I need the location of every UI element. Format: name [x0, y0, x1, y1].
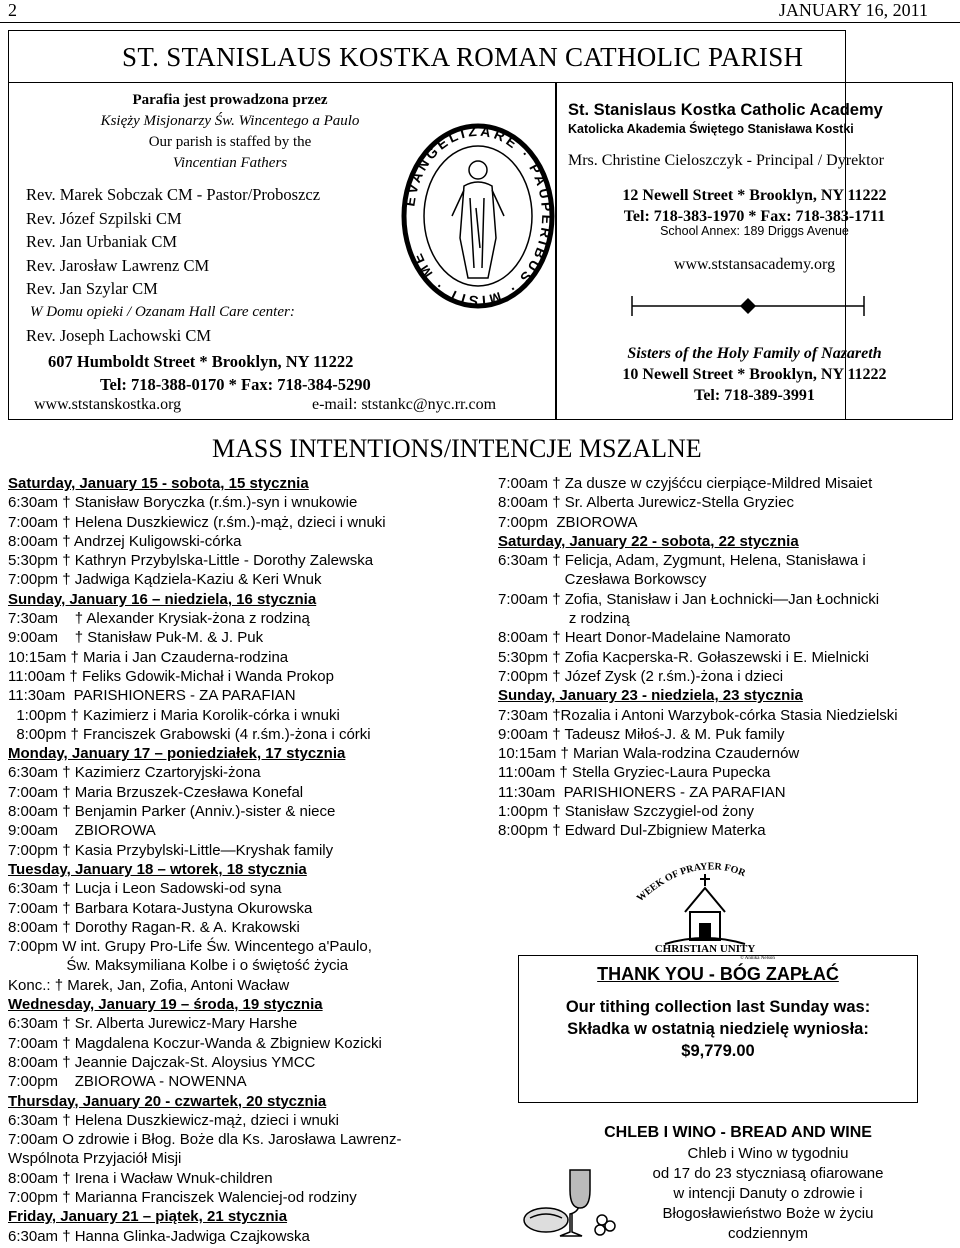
mass-intention: 5:30pm † Kathryn Przybylska-Little - Dorothy Zalewska: [8, 552, 374, 570]
bread-wine-text: [618, 1144, 918, 1244]
mass-intention: 6:30am † Lucja i Leon Sadowski-od syna: [8, 880, 282, 898]
mass-day-heading: Saturday, January 22 - sobota, 22 stycznia: [498, 532, 799, 550]
seal-text: EVANGELIZARE · PAUPERIBUS · MISIT · ME: [401, 122, 556, 310]
mass-intention: 6:30am † Sr. Alberta Jurewicz-Mary Harshe: [8, 1015, 298, 1033]
page-number: 2: [8, 0, 17, 20]
mass-day-heading: Monday, January 17 – poniedziałek, 17 stycznia: [8, 745, 346, 763]
prayer-week-top: WEEK OF PRAYER FOR: [634, 861, 747, 905]
academy-annex: School Annex: 189 Driggs Avenue: [660, 224, 849, 238]
mass-intention: 7:00am † Za dusze w czyjśćcu cierpiące-Mildred Misaiet: [498, 475, 873, 492]
header-rule: [0, 22, 960, 23]
divider-arrow: [628, 294, 868, 318]
clergy-item: Rev. Jan Szylar CM: [26, 279, 158, 298]
academy-phones: Tel: 718-383-1970 * Fax: 718-383-1711: [623, 208, 886, 225]
mass-day-heading: Friday, January 21 – piątek, 21 stycznia: [8, 1208, 288, 1226]
mass-intention: 1:00pm † Stanisław Szczygiel-od żony: [498, 803, 754, 821]
mass-intention: 10:15am † Marian Wala-rodzina Czaudernów: [498, 745, 800, 763]
mass-intention: 7:00am † Magdalena Koczur-Wanda & Zbigniew Kozicki: [8, 1034, 382, 1052]
church-icon: [665, 874, 745, 944]
mass-intention: 8:00am † Jeannie Dajczak-St. Aloysius YMCC: [8, 1053, 316, 1071]
mass-intention: 9:00am ZBIOROWA: [8, 822, 156, 840]
mass-intention: 6:30am † Kazimierz Czartoryjski-żona: [8, 764, 261, 782]
mass-intention: Św. Maksymiliana Kolbe i o świętość życia: [8, 957, 349, 975]
prayer-week-bottom: CHRISTIAN UNITY: [654, 943, 756, 955]
mass-intention: 7:00pm † Jadwiga Kądziela-Kaziu & Keri Wnuk: [8, 571, 322, 589]
bread-line: Błogosławieństwo Boże w życiu: [662, 1205, 874, 1222]
mass-intention: 8:00am † Andrzej Kuligowski-córka: [8, 532, 242, 550]
mass-list-right: [498, 474, 953, 841]
mass-intention: 8:00am † Irena i Wacław Wnuk-children: [8, 1169, 273, 1187]
parish-address: 607 Humboldt Street * Brooklyn, NY 11222: [48, 352, 354, 371]
mass-intention: 1:00pm † Kazimierz i Maria Korolik-córka i wnuki: [8, 706, 340, 724]
mass-intention: 7:00am † Barbara Kotara-Justyna Okurowska: [8, 899, 313, 917]
parish-intro: [60, 90, 400, 174]
mass-intention: 6:30am † Hanna Glinka-Jadwiga Czajkowska: [8, 1227, 310, 1245]
parish-title: ST. STANISLAUS KOSTKA ROMAN CATHOLIC PARISH: [122, 42, 804, 72]
academy-website: www.ststansacademy.org: [673, 256, 836, 273]
mass-day-heading: Sunday, January 23 - niedziela, 23 stycznia: [498, 687, 803, 705]
academy-principal: Mrs. Christine Cieloszczyk - Principal / Dyrektor: [568, 152, 884, 169]
intro-line: Księży Misjonarzy Św. Wincentego a Paulo: [100, 113, 360, 129]
mass-intention: 6:30am † Felicja, Adam, Zygmunt, Helena, Stanisława i: [498, 552, 866, 570]
parish-website: www.ststanskostka.org: [34, 396, 182, 413]
bread-line: Chleb i Wino w tygodniu: [687, 1145, 849, 1162]
mass-intention: 7:00am † Helena Duszkiewicz (r.śm.)-mąż, dzieci i wnuki: [8, 513, 386, 531]
mass-day-heading: Sunday, January 16 – niedziela, 16 stycznia: [8, 590, 317, 608]
mass-list-left: [8, 474, 488, 1246]
parish-email: e-mail: ststankc@nyc.rr.com: [312, 396, 497, 413]
mass-intention: 11:30am PARISHIONERS - ZA PARAFIAN: [8, 687, 296, 705]
bread-line: codziennym: [727, 1225, 809, 1242]
mass-intention: 7:00am † Maria Brzuszek-Czesława Konefal: [8, 783, 304, 801]
mass-intention: 7:00pm † Marianna Franciszek Walenciej-od rodziny: [8, 1188, 357, 1206]
bread-line: w intencji Danuty o zdrowie i: [673, 1185, 863, 1202]
intro-line: Vincentian Fathers: [172, 155, 288, 171]
mass-intention: 10:15am † Maria i Jan Czauderna-rodzina: [8, 648, 289, 666]
mass-intention: Czesława Borkowscy: [498, 571, 707, 589]
mass-intention: 8:00pm † Franciszek Grabowski (4 r.śm.)-żona i córki: [8, 725, 371, 743]
mass-intention: 7:00pm † Kasia Przybylski-Little—Kryshak family: [8, 841, 334, 859]
academy-subtitle: Katolicka Akademia Świętego Stanisława Kostki: [568, 122, 854, 136]
christ-figure: [452, 161, 504, 278]
mass-intention: 7:00pm ZBIOROWA: [498, 513, 638, 531]
academy-title: St. Stanislaus Kostka Catholic Academy: [568, 101, 883, 119]
intro-line: Our parish is staffed by the: [148, 134, 312, 150]
sisters-info: [556, 343, 953, 406]
sisters-phone: Tel: 718-389-3991: [694, 387, 815, 404]
mass-intention: 7:00pm W int. Grupy Pro-Life Św. Wincentego a'Paulo,: [8, 938, 372, 956]
mass-intention: 7:30am † Alexander Krysiak-żona z rodziną: [8, 610, 310, 628]
mass-day-heading: Tuesday, January 18 – wtorek, 18 stycznia: [8, 860, 307, 878]
academy-address: 12 Newell Street * Brooklyn, NY 11222: [622, 187, 887, 204]
mass-heading: MASS INTENTIONS/INTENCJE MSZALNE: [212, 434, 702, 463]
intro-line: Parafia jest prowadzona przez: [132, 92, 328, 108]
parish-phones: Tel: 718-388-0170 * Fax: 718-384-5290: [100, 375, 371, 394]
care-priest: Rev. Joseph Lachowski CM: [26, 326, 211, 345]
mass-intention: z rodziną: [498, 610, 630, 628]
mass-intention: 7:30am †Rozalia i Antoni Warzybok-córka Stasia Niedzielski: [498, 706, 898, 724]
svg-text:WEEK OF PRAYER FOR: [635, 861, 748, 904]
academy-contact: [556, 185, 953, 227]
mass-intention: 8:00am † Benjamin Parker (Anniv.)-sister & niece: [8, 803, 336, 821]
mass-intention: 8:00am † Sr. Alberta Jurewicz-Stella Gryziec: [498, 494, 794, 512]
clergy-item: Rev. Józef Szpilski CM: [26, 208, 182, 228]
mass-day-heading: Thursday, January 20 - czwartek, 20 stycznia: [8, 1092, 327, 1110]
mass-day-heading: Saturday, January 15 - sobota, 15 stycznia: [8, 475, 309, 492]
prayer-week-credit: © Annika Nelson: [740, 956, 775, 960]
mass-intention: Wspólnota Przyjaciół Misji: [8, 1150, 182, 1168]
bread-wine-title: CHLEB I WINO - BREAD AND WINE: [604, 1124, 872, 1141]
week-of-prayer-graphic: [630, 852, 780, 960]
clergy-item: Rev. Jan Urbaniak CM: [26, 232, 178, 251]
collection-line-en: Our tithing collection last Sunday was:: [565, 998, 871, 1016]
mass-intention: 9:00am † Stanisław Puk-M. & J. Puk: [8, 629, 264, 647]
issue-date: JANUARY 16, 2011: [778, 0, 928, 20]
collection-amount: $9,779.00: [681, 1042, 755, 1060]
care-center: W Domu opieki / Ozanam Hall Care center:: [30, 303, 295, 320]
sisters-name: Sisters of the Holy Family of Nazareth: [627, 345, 882, 362]
mass-intention: 7:00am † Zofia, Stanisław i Jan Łochnicki—Jan Łochnicki: [498, 590, 880, 608]
mass-intention: 5:30pm † Zofia Kacperska-R. Gołaszewski i E. Mielnicki: [498, 648, 869, 666]
mass-intention: 8:00am † Dorothy Ragan-R. & A. Krakowski: [8, 918, 300, 936]
clergy-list: [26, 183, 320, 348]
collection-title: THANK YOU - BÓG ZAPŁAĆ: [597, 964, 839, 984]
mass-intention: 11:00am † Feliks Gdowik-Michał i Wanda Prokop: [8, 667, 334, 685]
mass-intention: 11:30am PARISHIONERS - ZA PARAFIAN: [498, 783, 786, 801]
mass-intention: 9:00am † Tadeusz Miłoś-J. & M. Puk family: [498, 725, 785, 743]
mass-intention: Konc.: † Marek, Jan, Zofia, Antoni Wacław: [8, 976, 290, 994]
mass-intention: 7:00pm † Józef Zysk (2 r.śm.)-żona i dzieci: [498, 667, 784, 685]
mass-intention: 6:30am † Stanisław Boryczka (r.śm.)-syn i wnukowie: [8, 494, 358, 512]
bread-wine-icon: [520, 1150, 620, 1242]
sisters-address: 10 Newell Street * Brooklyn, NY 11222: [622, 366, 887, 383]
clergy-item: Rev. Jarosław Lawrenz CM: [26, 255, 210, 275]
mass-intention: 8:00am † Heart Donor-Madelaine Namorato: [498, 629, 791, 647]
mass-intention: 6:30am † Helena Duszkiewicz-mąż, dzieci i wnuki: [8, 1111, 339, 1129]
mass-intention: 7:00am O zdrowie i Błog. Boże dla Ks. Jarosława Lawrenz-: [8, 1131, 402, 1149]
collection-content: [518, 962, 918, 1062]
bread-line: od 17 do 23 styczniasą ofiarowane: [652, 1165, 884, 1182]
vincentian-seal: [398, 118, 558, 318]
mass-day-heading: Wednesday, January 19 – środa, 19 stycznia: [8, 996, 323, 1014]
clergy-item: Rev. Marek Sobczak CM - Pastor/Proboszcz: [26, 185, 321, 204]
mass-intention: 7:00pm ZBIOROWA - NOWENNA: [8, 1073, 247, 1091]
mass-intention: 8:00pm † Edward Dul-Zbigniew Materka: [498, 822, 766, 840]
collection-line-pl: Składka w ostatnią niedzielę wyniosła:: [567, 1020, 869, 1038]
mass-intention: 11:00am † Stella Gryziec-Laura Pupecka: [498, 764, 771, 782]
